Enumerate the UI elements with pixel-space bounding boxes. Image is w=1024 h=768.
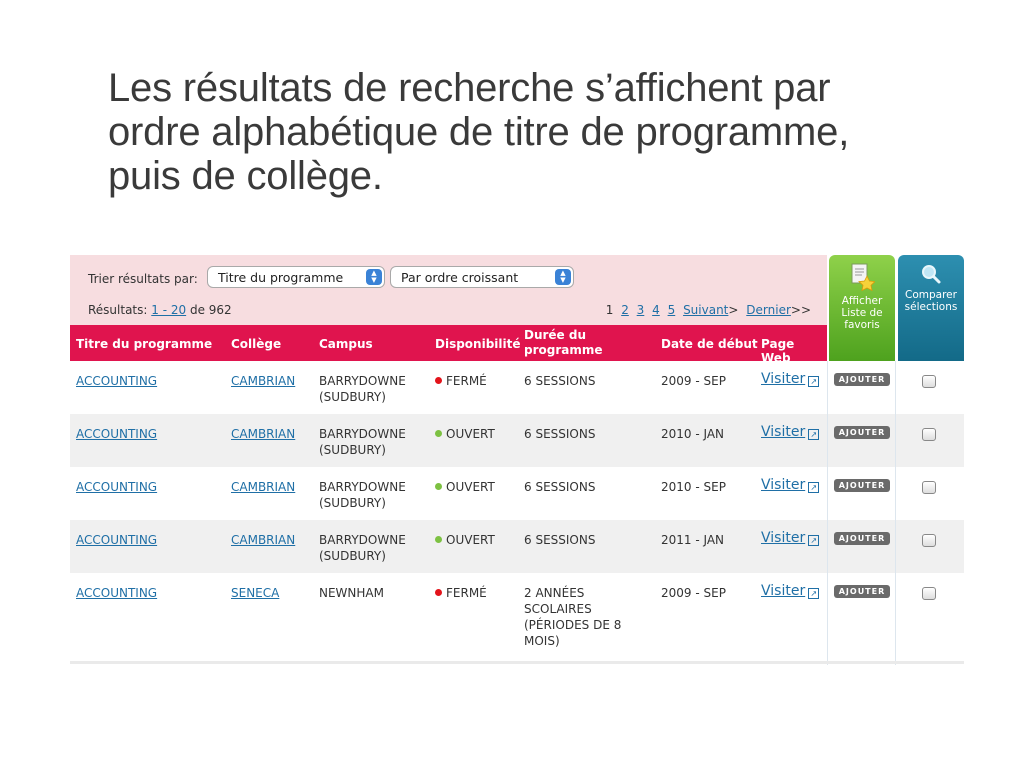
slide-title-line: puis de collège. bbox=[108, 154, 383, 198]
column-divider bbox=[827, 361, 828, 665]
availability-label: FERMÉ bbox=[446, 586, 487, 600]
favorites-button-line: Liste de bbox=[841, 307, 883, 320]
table-row bbox=[70, 361, 964, 414]
web-page-cell bbox=[761, 424, 819, 440]
compare-checkbox[interactable] bbox=[922, 481, 936, 494]
last-page bbox=[746, 303, 811, 317]
page-link-5[interactable]: 5 bbox=[667, 303, 676, 317]
pagination bbox=[602, 303, 811, 317]
sort-order-select[interactable] bbox=[390, 266, 574, 288]
status-dot-icon bbox=[435, 483, 442, 490]
visit-link[interactable]: Visiter bbox=[761, 530, 806, 546]
campus-cell: NEWNHAM bbox=[319, 586, 384, 600]
external-link-icon[interactable]: ↗ bbox=[808, 376, 819, 387]
campus-cell: BARRYDOWNE (SUDBURY) bbox=[319, 480, 406, 510]
college-link[interactable]: CAMBRIAN bbox=[231, 480, 296, 494]
visit-link[interactable]: Visiter bbox=[761, 583, 806, 599]
col-header-web: Page Web bbox=[761, 337, 795, 365]
slide-title-line: Les résultats de recherche s’affichent par bbox=[108, 66, 831, 110]
last-page-suffix: >> bbox=[790, 303, 811, 317]
add-button[interactable]: AJOUTER bbox=[834, 426, 890, 439]
sort-field-value: Titre du programme bbox=[218, 270, 344, 285]
favorites-list-icon bbox=[849, 263, 875, 291]
college-link[interactable]: SENECA bbox=[231, 586, 280, 600]
results-count bbox=[88, 303, 232, 317]
campus-cell: BARRYDOWNE (SUDBURY) bbox=[319, 427, 406, 457]
availability-cell bbox=[435, 585, 487, 601]
last-page-link[interactable]: Dernier bbox=[746, 303, 791, 317]
external-link-icon[interactable]: ↗ bbox=[808, 535, 819, 546]
status-dot-icon bbox=[435, 536, 442, 543]
page-link-2[interactable]: 2 bbox=[621, 303, 629, 317]
show-favorites-button[interactable] bbox=[829, 255, 895, 361]
start-date-cell: 2011 - JAN bbox=[661, 533, 725, 547]
availability-cell bbox=[435, 426, 495, 442]
start-date-cell: 2010 - SEP bbox=[661, 480, 726, 494]
external-link-icon[interactable]: ↗ bbox=[808, 588, 819, 599]
visit-link[interactable]: Visiter bbox=[761, 371, 806, 387]
campus-cell: BARRYDOWNE (SUDBURY) bbox=[319, 533, 406, 563]
start-date-cell: 2009 - SEP bbox=[661, 586, 726, 600]
results-prefix: Résultats: bbox=[88, 303, 148, 317]
table-row bbox=[70, 573, 964, 665]
compare-checkbox[interactable] bbox=[922, 428, 936, 441]
availability-label: OUVERT bbox=[446, 427, 495, 441]
next-page-link[interactable]: Suivant bbox=[683, 303, 729, 317]
next-page-suffix: > bbox=[728, 303, 739, 317]
compare-button-line: Comparer bbox=[905, 289, 957, 301]
sort-bar bbox=[70, 255, 827, 325]
col-header-title[interactable]: Titre du programme bbox=[76, 337, 213, 351]
program-title-link[interactable]: ACCOUNTING bbox=[76, 427, 158, 441]
add-button[interactable]: AJOUTER bbox=[834, 373, 890, 386]
compare-selections-button[interactable] bbox=[898, 255, 964, 361]
start-date-cell: 2010 - JAN bbox=[661, 427, 725, 441]
web-page-cell bbox=[761, 477, 819, 493]
program-title-link[interactable]: ACCOUNTING bbox=[76, 586, 158, 600]
page-link-3[interactable]: 3 bbox=[636, 303, 645, 317]
col-header-college[interactable]: Collège bbox=[231, 337, 282, 351]
magnifier-icon bbox=[920, 263, 942, 285]
sort-order-value: Par ordre croissant bbox=[401, 270, 519, 285]
slide-title-line: ordre alphabétique de titre de programme, bbox=[108, 110, 850, 154]
sort-label: Trier résultats par: bbox=[88, 272, 198, 286]
web-page-cell bbox=[761, 530, 819, 546]
compare-button-line: sélections bbox=[904, 301, 958, 314]
program-title-link[interactable]: ACCOUNTING bbox=[76, 533, 158, 547]
sort-field-select[interactable] bbox=[207, 266, 385, 288]
duration-cell: 6 SESSIONS bbox=[524, 480, 596, 494]
page-current: 1 bbox=[605, 303, 614, 317]
availability-label: OUVERT bbox=[446, 533, 495, 547]
table-header bbox=[70, 325, 827, 365]
add-button[interactable]: AJOUTER bbox=[834, 585, 890, 598]
add-button[interactable]: AJOUTER bbox=[834, 532, 890, 545]
duration-cell: 6 SESSIONS bbox=[524, 427, 596, 441]
results-range-link[interactable]: 1 - 20 bbox=[151, 303, 187, 317]
results-total: de 962 bbox=[189, 303, 232, 317]
select-arrows-icon: ▲ ▼ bbox=[366, 269, 382, 285]
duration-cell: 6 SESSIONS bbox=[524, 533, 596, 547]
external-link-icon[interactable]: ↗ bbox=[808, 429, 819, 440]
table-row bbox=[70, 467, 964, 520]
col-header-availability[interactable]: Disponibilité bbox=[435, 337, 521, 351]
favorites-button-line: favoris bbox=[844, 319, 880, 332]
availability-cell bbox=[435, 532, 495, 548]
duration-cell: 6 SESSIONS bbox=[524, 374, 596, 388]
add-button[interactable]: AJOUTER bbox=[834, 479, 890, 492]
results-table-body bbox=[70, 361, 964, 665]
status-dot-icon bbox=[435, 589, 442, 596]
program-title-link[interactable]: ACCOUNTING bbox=[76, 374, 158, 388]
select-arrows-icon: ▲ ▼ bbox=[555, 269, 571, 285]
table-row bbox=[70, 414, 964, 467]
favorites-button-line: Afficher bbox=[841, 295, 883, 307]
search-results-widget bbox=[70, 253, 964, 665]
external-link-icon[interactable]: ↗ bbox=[808, 482, 819, 493]
availability-cell bbox=[435, 479, 495, 495]
start-date-cell: 2009 - SEP bbox=[661, 374, 726, 388]
col-header-duration[interactable]: Durée du programme bbox=[524, 328, 603, 357]
table-bottom-border bbox=[70, 661, 964, 664]
table-row bbox=[70, 520, 964, 573]
availability-cell bbox=[435, 373, 487, 389]
program-title-link[interactable]: ACCOUNTING bbox=[76, 480, 158, 494]
college-link[interactable]: CAMBRIAN bbox=[231, 533, 296, 547]
status-dot-icon bbox=[435, 430, 442, 437]
web-page-cell bbox=[761, 371, 819, 387]
availability-label: OUVERT bbox=[446, 480, 495, 494]
slide-title bbox=[108, 66, 988, 198]
web-page-cell bbox=[761, 583, 819, 599]
next-page bbox=[683, 303, 738, 317]
compare-checkbox[interactable] bbox=[922, 375, 936, 388]
duration-cell: 2 ANNÉES SCOLAIRES (PÉRIODES DE 8 MOIS) bbox=[524, 586, 622, 648]
visit-link[interactable]: Visiter bbox=[761, 477, 806, 493]
col-header-start-date[interactable]: Date de début bbox=[661, 337, 758, 351]
visit-link[interactable]: Visiter bbox=[761, 424, 806, 440]
col-header-campus[interactable]: Campus bbox=[319, 337, 373, 351]
column-divider bbox=[895, 361, 896, 665]
status-dot-icon bbox=[435, 377, 442, 384]
compare-checkbox[interactable] bbox=[922, 534, 936, 547]
college-link[interactable]: CAMBRIAN bbox=[231, 374, 296, 388]
compare-checkbox[interactable] bbox=[922, 587, 936, 600]
college-link[interactable]: CAMBRIAN bbox=[231, 427, 296, 441]
availability-label: FERMÉ bbox=[446, 374, 487, 388]
campus-cell: BARRYDOWNE (SUDBURY) bbox=[319, 374, 406, 404]
page-link-4[interactable]: 4 bbox=[652, 303, 660, 317]
